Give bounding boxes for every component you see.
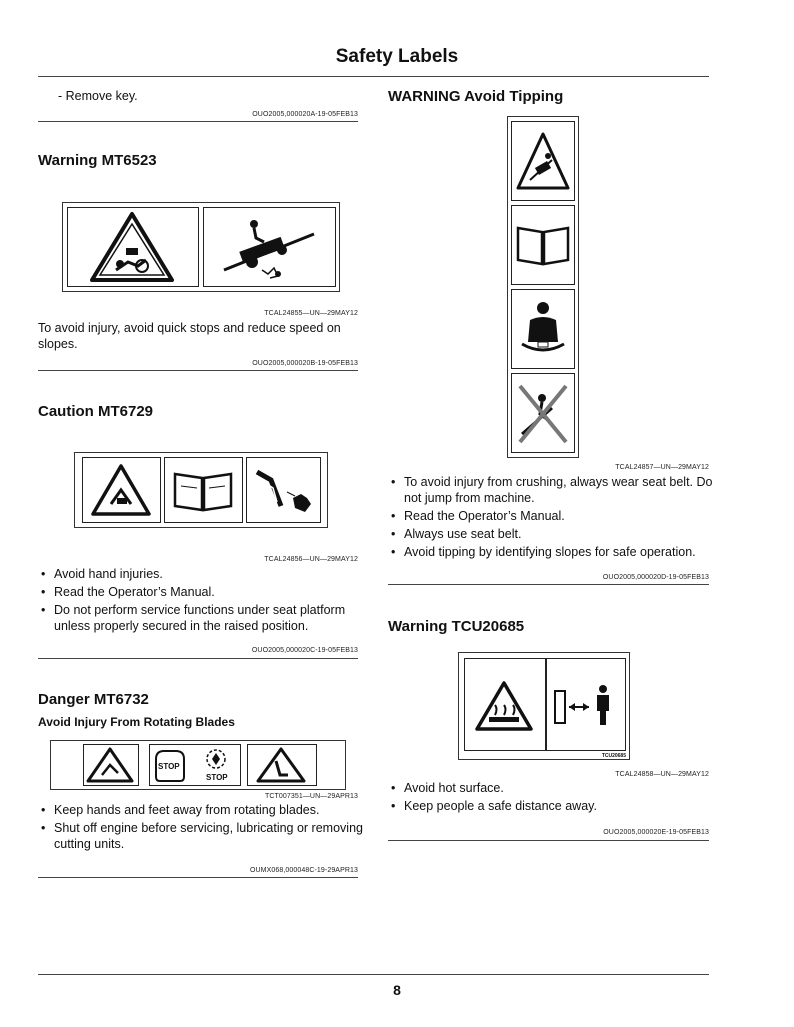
- ref-code: OUO2005,000020B-19-05FEB13: [252, 360, 358, 367]
- stop-text: STOP: [206, 773, 228, 782]
- ref-code: OUO2005,000020C-19-05FEB13: [251, 647, 358, 654]
- seat-belt-icon: [512, 290, 574, 367]
- bullet-list: [388, 474, 713, 562]
- label-panel-slope-tractor: [203, 207, 336, 287]
- figure-ref: TCT007351—UN—29APR13: [264, 793, 358, 800]
- figure-ref: TCAL24857—UN—29MAY12: [615, 464, 709, 471]
- label-panel-safe-distance: [546, 658, 626, 751]
- label-panel-manual: [164, 457, 243, 523]
- bullet-list: [388, 780, 713, 816]
- label-code: TCU20685: [601, 753, 626, 759]
- hot-surface-icon: [465, 659, 544, 751]
- list-item: • To avoid injury from crushing, always wear seat belt. Do not jump from machine.: [388, 474, 713, 506]
- list-item: • Keep people a safe distance away.: [388, 798, 713, 814]
- list-item: • Avoid hand injuries.: [38, 566, 363, 582]
- section-divider: [38, 877, 358, 878]
- ref-code: OUMX068,000048C-19-29APR13: [249, 867, 358, 874]
- ref-code: OUO2005,000020A-19-05FEB13: [252, 111, 358, 118]
- section-divider: [388, 840, 709, 841]
- header-rule: [38, 76, 709, 77]
- section-heading-caution-mt6729: Caution MT6729: [38, 403, 154, 420]
- safety-label-mt6523: [62, 202, 340, 292]
- blade-hand-hazard-icon: [84, 745, 137, 785]
- page-title: Safety Labels: [335, 46, 459, 67]
- section-divider: [38, 121, 358, 122]
- no-jump-icon: [512, 374, 574, 451]
- section-heading-warning-tcu20685: Warning TCU20685: [388, 618, 525, 635]
- safety-label-mt6732: [50, 740, 346, 790]
- section-divider: [388, 584, 709, 585]
- label-panel-no-jump: [511, 373, 575, 453]
- section-divider: [38, 658, 358, 659]
- figure-ref: TCAL24855—UN—29MAY12: [264, 310, 358, 317]
- seat-platform-icon: [247, 458, 319, 523]
- label-panel-hand-hazard: [82, 457, 161, 523]
- list-item: • Read the Operator’s Manual.: [388, 508, 713, 524]
- label-panel-seat-belt: [511, 289, 575, 369]
- crush-hazard-icon: [68, 208, 197, 287]
- paragraph: To avoid injury, avoid quick stops and reduce speed on slopes.: [38, 321, 341, 351]
- list-item: • Avoid tipping by identifying slopes for safe operation.: [388, 544, 713, 560]
- list-item: • Always use seat belt.: [388, 526, 713, 542]
- section-divider: [38, 370, 358, 371]
- list-item: • Avoid hot surface.: [388, 780, 713, 796]
- list-item: • Read the Operator’s Manual.: [38, 584, 363, 600]
- section-heading-warning-mt6523: Warning MT6523: [38, 152, 157, 169]
- footer-rule: [38, 974, 709, 975]
- label-panel-blade-foot: [247, 744, 317, 786]
- label-panel-rollover: [511, 121, 575, 201]
- blade-foot-hazard-icon: [248, 745, 315, 785]
- hand-hazard-icon: [83, 458, 159, 523]
- tractor-slope-icon: [204, 208, 334, 287]
- label-panel-manual: [511, 205, 575, 285]
- safety-label-tcu20685: [458, 652, 630, 760]
- list-item: • Keep hands and feet away from rotating blades.: [38, 802, 363, 818]
- ref-code: OUO2005,000020E-19-05FEB13: [603, 829, 709, 836]
- remove-key-text: - Remove key.: [58, 89, 138, 103]
- rollover-hazard-icon: [512, 122, 574, 199]
- subheading: Avoid Injury From Rotating Blades: [38, 715, 235, 729]
- safe-distance-icon: [547, 659, 624, 751]
- ref-code: OUO2005,000020D-19-05FEB13: [602, 574, 709, 581]
- safety-label-mt6729: [74, 452, 328, 528]
- figure-ref: TCAL24856—UN—29MAY12: [264, 556, 358, 563]
- book-icon: [512, 206, 574, 283]
- section-heading-avoid-tipping: WARNING Avoid Tipping: [388, 88, 564, 105]
- label-panel-blade-hand: [83, 744, 139, 786]
- list-item: • Do not perform service functions under seat platform unless properly secured in the raised position.: [38, 602, 363, 634]
- bullet-list: [38, 566, 363, 636]
- label-panel-hot-surface: [464, 658, 546, 751]
- section-heading-danger-mt6732: Danger MT6732: [38, 691, 149, 708]
- label-panel-stop: [149, 744, 241, 786]
- bullet-list: [38, 802, 363, 854]
- page-number: 8: [393, 982, 401, 998]
- stop-text: STOP: [158, 762, 180, 771]
- label-panel-seat-platform: [246, 457, 321, 523]
- label-panel-crush-hazard: [67, 207, 199, 287]
- book-icon: [165, 458, 241, 523]
- figure-ref: TCAL24858—UN—29MAY12: [615, 771, 709, 778]
- safety-label-avoid-tipping: [507, 116, 579, 458]
- list-item: • Shut off engine before servicing, lubricating or removing cutting units.: [38, 820, 363, 852]
